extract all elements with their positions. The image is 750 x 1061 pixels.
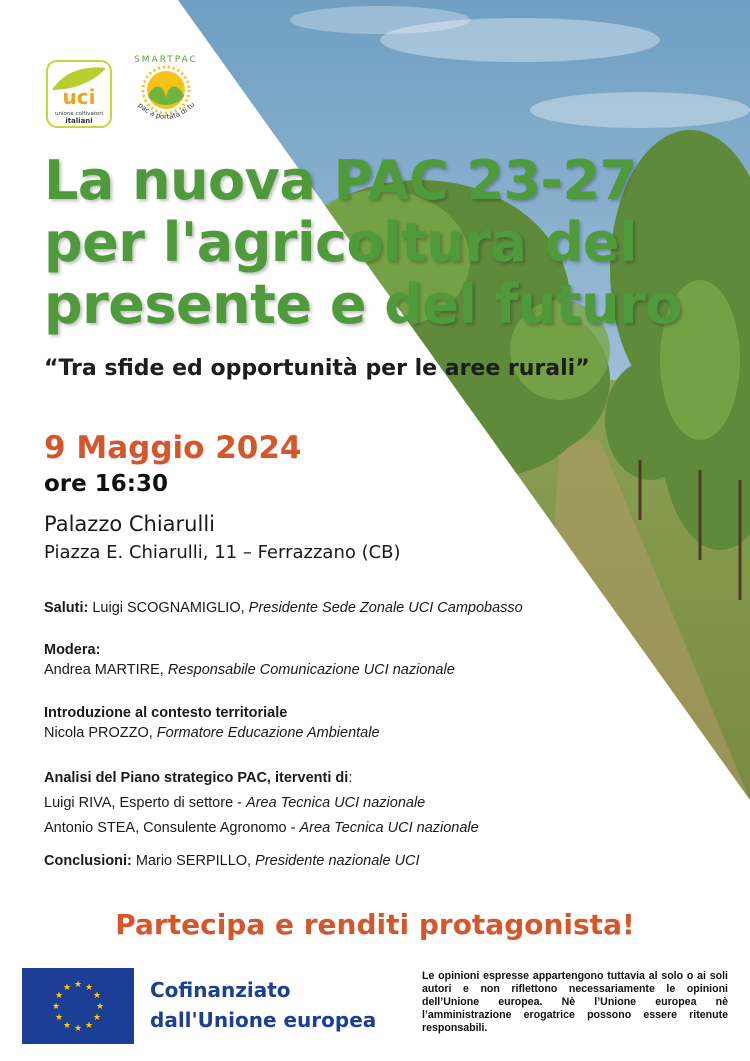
event-date: 9 Maggio 2024 (44, 430, 302, 466)
svg-text:★: ★ (73, 980, 83, 990)
call-to-action: Partecipa e renditi protagonista! (115, 908, 635, 941)
event-time: ore 16:30 (44, 471, 168, 497)
program-modera (44, 640, 455, 680)
eu-cofunding-label (150, 975, 376, 1035)
event-address: Piazza E. Chiarulli, 11 – Ferrazzano (CB) (44, 542, 401, 563)
introduzione-role: Formatore Educazione Ambientale (156, 725, 380, 741)
uci-logo-line1: unione coltivatori (54, 111, 104, 117)
event-title (44, 150, 734, 336)
analisi-speaker-1-name: Luigi RIVA, Esperto di settore - (44, 795, 242, 811)
conclusioni-name: Mario SERPILLO, (135, 853, 252, 869)
svg-text:★: ★ (92, 991, 102, 1001)
title-line-2: per l'agricoltura del (44, 211, 638, 274)
eu-line-1: Cofinanziato (150, 978, 291, 1002)
svg-text:★: ★ (62, 1021, 72, 1031)
eu-line-2: dall'Unione europea (150, 1008, 377, 1032)
analisi-speaker-2-name: Antonio STEA, Consulente Agronomo - (44, 820, 296, 836)
saluti-name: Luigi SCOGNAMIGLIO, (92, 600, 245, 616)
analisi-speaker-2-role: Area Tecnica UCI nazionale (299, 820, 479, 836)
saluti-label: Saluti: (44, 600, 89, 616)
analisi-speaker-1-role: Area Tecnica UCI nazionale (246, 795, 426, 811)
uci-logo-line2: italiani (65, 117, 93, 125)
svg-text:★: ★ (73, 1024, 83, 1034)
program-saluti (44, 598, 523, 618)
event-venue: Palazzo Chiarulli (44, 512, 215, 536)
smartpac-tagline: pac a portata di tu (136, 100, 197, 122)
event-subtitle: “Tra sfide ed opportunità per le aree rurali” (44, 356, 590, 381)
conclusioni-label: Conclusioni: (44, 853, 132, 869)
conclusioni-role: Presidente nazionale UCI (255, 853, 420, 869)
svg-text:★: ★ (54, 991, 64, 1001)
eu-flag-icon (22, 968, 134, 1044)
analisi-label: Analisi del Piano strategico PAC, iterventi di (44, 770, 349, 786)
svg-text:★: ★ (84, 1021, 94, 1031)
svg-text:★: ★ (51, 1002, 61, 1012)
saluti-role: Presidente Sede Zonale UCI Campobasso (248, 600, 523, 616)
analisi-colon: : (348, 770, 353, 786)
svg-text:★: ★ (95, 1002, 105, 1012)
uci-logo-abbr: uci (62, 85, 96, 109)
title-line-1: La nuova PAC 23-27 (44, 149, 637, 212)
title-line-3: presente e del futuro (44, 273, 682, 336)
program-conclusioni (44, 851, 420, 871)
program-analisi (44, 766, 479, 841)
svg-text:★: ★ (54, 1013, 64, 1023)
svg-text:★: ★ (84, 983, 94, 993)
modera-label: Modera: (44, 642, 101, 658)
program-introduzione (44, 703, 380, 743)
svg-text:★: ★ (92, 1013, 102, 1023)
eu-disclaimer: Le opinioni espresse appartengono tuttavia al solo o ai soli autori e non riflettono necessariamente le opinioni dell’Unione europea. Nè l’Unione europea nè l’amministrazione erogatrice possono essere ritenute responsabili. (422, 970, 728, 1034)
modera-role: Responsabile Comunicazione UCI nazionale (167, 662, 455, 678)
modera-name: Andrea MARTIRE, (44, 662, 164, 678)
introduzione-label: Introduzione al contesto territoriale (44, 705, 288, 721)
smartpac-logo-name: SMARTPAC (134, 55, 198, 65)
smartpac-logo (126, 48, 206, 130)
svg-text:★: ★ (62, 983, 72, 993)
introduzione-name: Nicola PROZZO, (44, 725, 153, 741)
uci-logo (46, 60, 112, 128)
